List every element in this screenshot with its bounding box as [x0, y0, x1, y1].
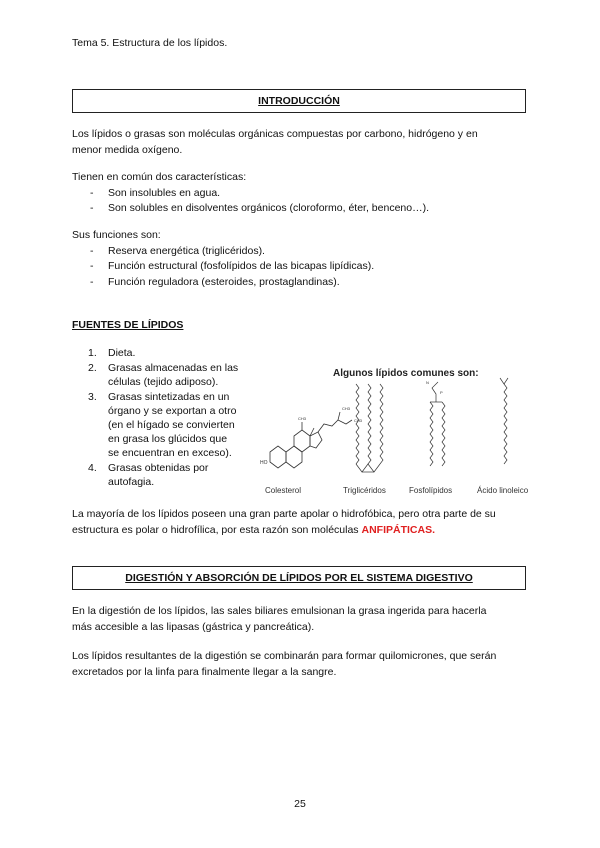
paragraph-line: En la digestión de los lípidos, las sales biliares emulsionan la grasa ingerida para hacerla	[72, 605, 487, 617]
triglyceride-structure-icon	[356, 384, 383, 472]
linoleic-acid-structure-icon	[500, 378, 508, 464]
item-text: células (tejido adiposo).	[108, 376, 219, 388]
document-topic: Tema 5. Estructura de los lípidos.	[72, 37, 228, 49]
amphipathic-highlight: ANFIPÁTICAS.	[361, 523, 435, 536]
intro-definition	[72, 127, 532, 158]
list-item	[72, 461, 262, 489]
traits-list	[72, 186, 532, 217]
figure-label: Triglicéridos	[343, 486, 386, 495]
item-text: se encuentran en exceso).	[108, 447, 232, 459]
paragraph-line	[72, 523, 542, 539]
amphipathic-paragraph	[72, 507, 542, 538]
traits-heading: Tienen en común dos características:	[72, 171, 247, 183]
sources-list	[72, 346, 262, 490]
list-item	[72, 390, 262, 460]
list-item: - Función estructural (fosfolípidos de las bicapas lipídicas).	[72, 259, 532, 275]
digestion-paragraph-2	[72, 649, 542, 680]
item-text: autofagia.	[108, 476, 155, 488]
figure-label: Fosfolípidos	[409, 486, 453, 495]
list-item	[72, 361, 262, 389]
svg-text:CH3: CH3	[354, 418, 363, 423]
lipids-figure	[258, 362, 548, 500]
item-number: 4.	[88, 462, 97, 474]
item-text: Dieta.	[108, 347, 136, 359]
list-item: - Reserva energética (triglicéridos).	[72, 244, 532, 260]
traits-block	[72, 170, 532, 217]
digestion-paragraph-1	[72, 604, 542, 635]
intro-definition-line: Los lípidos o grasas son moléculas orgánicas compuestas por carbono, hidrógeno y en	[72, 128, 478, 140]
intro-definition-line: menor medida oxígeno.	[72, 143, 183, 156]
paragraph-line: excretados por la linfa para finalmente llegar a la sangre.	[72, 665, 337, 678]
list-item: - Son solubles en disolventes orgánicos (cloroformo, éter, benceno…).	[72, 201, 532, 217]
figure-label: Ácido linoleico	[477, 486, 529, 495]
item-text: Grasas sintetizadas en un	[108, 391, 230, 403]
svg-text:P: P	[440, 390, 443, 395]
svg-text:CH3: CH3	[298, 416, 307, 421]
paragraph-line: más accesible a las lipasas (gástrica y pancreática).	[72, 620, 315, 633]
item-number: 3.	[88, 391, 97, 403]
item-text: Grasas obtenidas por	[108, 462, 209, 474]
digestion-section-title: DIGESTIÓN Y ABSORCIÓN DE LÍPIDOS POR EL SISTEMA DIGESTIVO	[72, 566, 526, 590]
paragraph-line: Los lípidos resultantes de la digestión se combinarán para formar quilomicrones, que serán	[72, 650, 497, 662]
svg-text:N: N	[426, 380, 429, 385]
item-text: órgano y se exportan a otro	[108, 405, 237, 417]
item-text: Grasas almacenadas en las	[108, 362, 239, 374]
functions-list	[72, 244, 532, 291]
cholesterol-structure-icon	[260, 406, 363, 468]
svg-text:CH3: CH3	[342, 406, 351, 411]
phospholipid-structure-icon	[426, 380, 445, 466]
item-text: en grasa los glúcidos que	[108, 433, 228, 445]
item-number: 2.	[88, 362, 97, 374]
paragraph-line: La mayoría de los lípidos poseen una gran parte apolar o hidrofóbica, pero otra parte de su	[72, 508, 496, 520]
sources-section-title: FUENTES DE LÍPIDOS	[72, 319, 184, 331]
item-text: (en el hígado se convierten	[108, 419, 235, 431]
list-item	[72, 346, 262, 360]
functions-heading: Sus funciones son:	[72, 229, 161, 241]
paragraph-text: estructura es polar o hidrofílica, por esta razón son moléculas	[72, 523, 362, 536]
page-number: 25	[294, 798, 306, 810]
figure-label: Colesterol	[265, 486, 302, 495]
list-item: - Son insolubles en agua.	[72, 186, 532, 202]
figure-title: Algunos lípidos comunes son:	[333, 368, 479, 379]
functions-block	[72, 228, 532, 290]
intro-section-title: INTRODUCCIÓN	[72, 89, 526, 113]
list-item: - Función reguladora (esteroides, prostaglandinas).	[72, 275, 532, 291]
svg-text:HO: HO	[260, 460, 268, 466]
item-number: 1.	[88, 347, 97, 359]
